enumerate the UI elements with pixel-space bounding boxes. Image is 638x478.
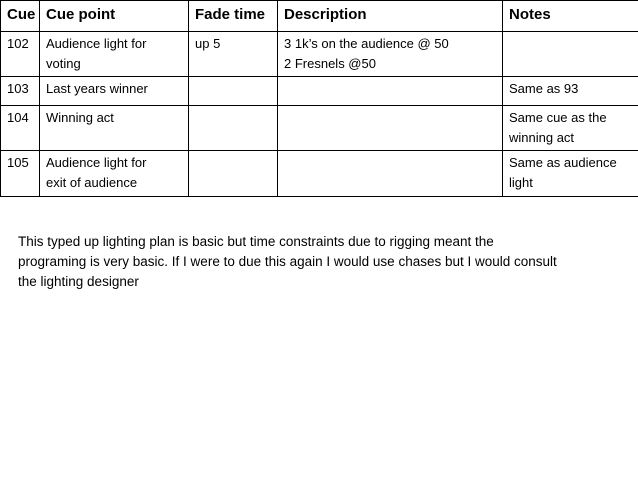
header-notes: Notes [503,1,638,32]
cue-number: 105 [1,151,40,197]
cue-point-line: Audience light for [46,155,147,170]
table-row [1,77,638,106]
cue-number: 104 [1,106,40,151]
fade-time-cell: up 5 [189,32,278,77]
fade-time-cell [189,151,278,197]
table-row [1,32,638,77]
notes-line: Same as 93 [509,81,579,96]
commentary-line: programing is very basic. If I were to due this again I would use chases but I would consult [18,254,557,269]
cue-point-line: exit of audience [46,175,138,190]
cue-point-line: Audience light for [46,36,147,51]
header-fade-time: Fade time [189,1,278,32]
description-cell [278,106,503,151]
table-row [1,151,638,197]
fade-time-cell [189,77,278,106]
cue-point-line: Winning act [46,110,114,125]
notes-line: Same cue as the [509,110,607,125]
notes-cell [503,151,638,197]
header-description: Description [278,1,503,32]
description-line: 2 Fresnels @50 [284,56,376,71]
header-cue-point: Cue point [40,1,189,32]
fade-time-cell [189,106,278,151]
notes-line: winning act [509,130,575,145]
header-cue: Cue [1,1,40,32]
cue-point-cell [40,77,189,106]
table-header-row [1,1,638,32]
description-cell [278,77,503,106]
description-cell [278,151,503,197]
commentary-paragraph [18,232,618,292]
cue-number: 102 [1,32,40,77]
notes-cell [503,77,638,106]
cue-point-line: Last years winner [46,81,148,96]
description-line: 3 1k’s on the audience @ 50 [284,36,449,51]
commentary-line: This typed up lighting plan is basic but time constraints due to rigging meant the [18,234,494,249]
commentary-line: the lighting designer [18,274,139,289]
cue-number: 103 [1,77,40,106]
notes-cell [503,106,638,151]
description-cell [278,32,503,77]
cue-point-cell [40,32,189,77]
notes-cell [503,32,638,77]
notes-line: light [509,175,533,190]
lighting-cue-table [0,0,638,197]
table-row [1,106,638,151]
cue-point-cell [40,106,189,151]
cue-point-line: voting [46,56,81,71]
notes-line: Same as audience [509,155,617,170]
cue-point-cell [40,151,189,197]
